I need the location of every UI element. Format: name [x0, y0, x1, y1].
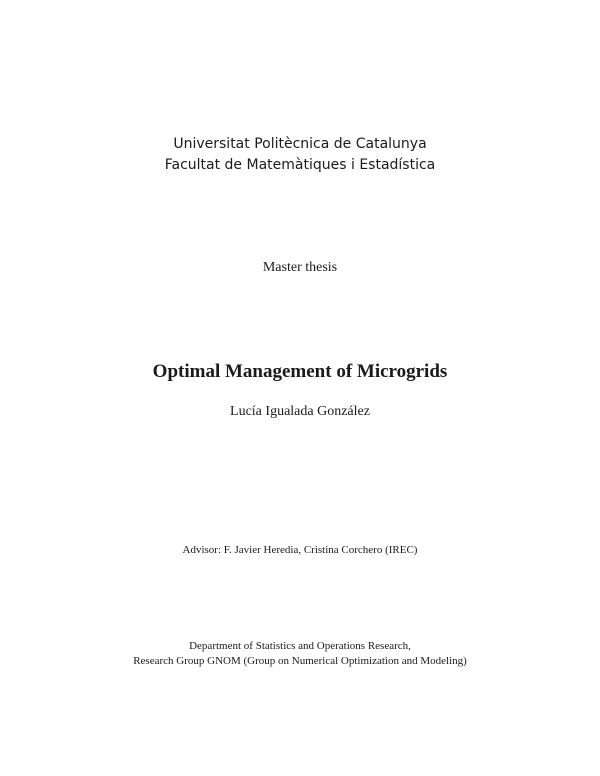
thesis-title: Optimal Management of Microgrids [152, 361, 448, 382]
document-type: Master thesis [262, 260, 338, 275]
author-name: Lucía Igualada González [230, 404, 370, 419]
university-name: Universitat Politècnica de Catalunya [173, 136, 427, 152]
advisor-line: Advisor: F. Javier Heredia, Cristina Corchero (IREC) [182, 544, 418, 556]
department-name: Department of Statistics and Operations Research, [189, 640, 411, 652]
research-group-name: Research Group GNOM (Group on Numerical Optimization and Modeling) [133, 655, 467, 667]
faculty-name: Facultat de Matemàtiques i Estadística [164, 157, 436, 173]
